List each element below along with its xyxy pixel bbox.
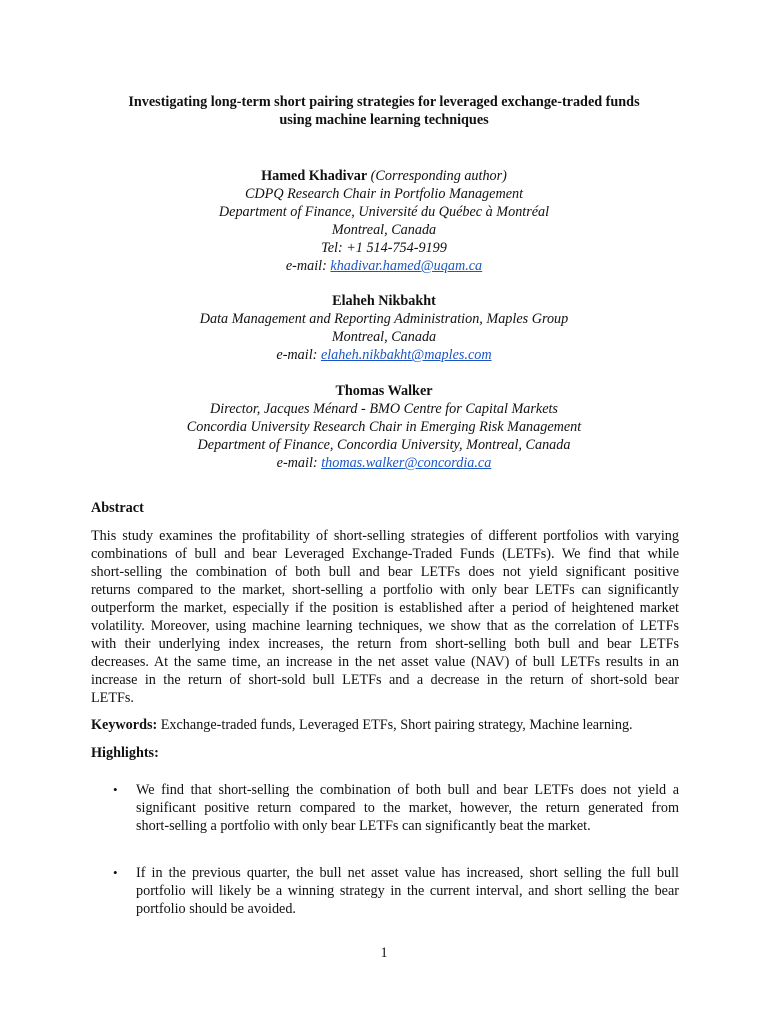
abstract-body [91, 527, 679, 707]
phone-line: Tel: +1 514-754-9199 [321, 240, 447, 256]
author-name: Elaheh Nikbakht [332, 293, 436, 309]
keywords-label: Keywords: [91, 717, 158, 733]
highlight-line: short-selling a portfolio with only bear LETFs can significantly beat the market. [136, 818, 591, 834]
author-block-khadivar [0, 167, 768, 275]
affiliation-line: Montreal, Canada [331, 222, 437, 238]
highlight-line: portfolio will likely be a winning strategy in the current interval, and short selling the bear [136, 883, 679, 899]
highlight-line: If in the previous quarter, the bull net asset value has increased, short selling the full bull [136, 865, 679, 881]
email-label: e-mail: [276, 347, 321, 363]
affiliation-line: CDPQ Research Chair in Portfolio Management [244, 186, 524, 202]
email-link[interactable]: khadivar.hamed@uqam.ca [330, 258, 483, 274]
email-label: e-mail: [285, 258, 331, 274]
bullet-icon: • [113, 782, 118, 797]
email-label: e-mail: [276, 455, 322, 471]
affiliation-line: Department of Finance, Université du Québec à Montréal [218, 204, 550, 220]
title-line-1: Investigating long-term short pairing strategies for leveraged exchange-traded funds [128, 94, 640, 110]
email-link[interactable]: thomas.walker@concordia.ca [321, 455, 492, 471]
title-line-2: using machine learning techniques [279, 112, 489, 128]
author-block-walker [0, 382, 768, 472]
author-role: (Corresponding author) [370, 168, 507, 184]
abstract-line: with their underlying index increases, the return from short-selling both bull and bear LETFs [91, 636, 679, 652]
abstract-line: returns compared to the market, short-selling a portfolio with only bear LETFs can significantly [91, 582, 679, 598]
abstract-line: outperform the market, especially if the position is established after a period of heightened market [91, 600, 679, 616]
abstract-line: LETFs. [91, 690, 134, 706]
keywords-text: Exchange-traded funds, Leveraged ETFs, Short pairing strategy, Machine learning. [157, 717, 633, 733]
author-name: Hamed Khadivar [261, 168, 368, 184]
highlights-heading: Highlights: [91, 745, 159, 761]
bullet-icon: • [113, 865, 118, 880]
email-link[interactable]: elaheh.nikbakht@maples.com [320, 347, 492, 363]
affiliation-line: Department of Finance, Concordia University, Montreal, Canada [197, 437, 571, 453]
highlight-line: We find that short-selling the combination of both bull and bear LETFs does not yield a [136, 782, 679, 798]
author-block-nikbakht [0, 292, 768, 364]
abstract-line: increase in the return of short-sold bull LETFs and a decrease in the return of short-sold bear [91, 672, 679, 688]
affiliation-line: Director, Jacques Ménard - BMO Centre for Capital Markets [210, 401, 558, 417]
abstract-line: combinations of bull and bear Leveraged Exchange-Traded Funds (LETFs). We find that while [91, 546, 679, 562]
paper-title [0, 93, 768, 129]
highlight-line: significant positive return compared to the market, however, the return generated from [136, 800, 679, 816]
highlight-line: portfolio should be avoided. [136, 901, 296, 917]
abstract-line: short-selling the combination of both bull and bear LETFs does not yield significant positive [91, 564, 679, 580]
keywords [91, 716, 633, 734]
abstract-line: volatility. Moreover, using machine learning techniques, we show that as the correlation of LETFs [91, 618, 679, 634]
abstract-line: decreases. At the same time, an increase in the net asset value (NAV) of bull LETFs results in an [91, 654, 679, 670]
author-name: Thomas Walker [335, 383, 433, 399]
abstract-heading: Abstract [91, 500, 144, 516]
abstract-line: This study examines the profitability of short-selling strategies of different portfolios with varying [91, 528, 679, 544]
affiliation-line: Montreal, Canada [331, 329, 437, 345]
page-number: 1 [380, 945, 388, 961]
affiliation-line: Concordia University Research Chair in Emerging Risk Management [186, 419, 582, 435]
affiliation-line: Data Management and Reporting Administration, Maples Group [199, 311, 569, 327]
